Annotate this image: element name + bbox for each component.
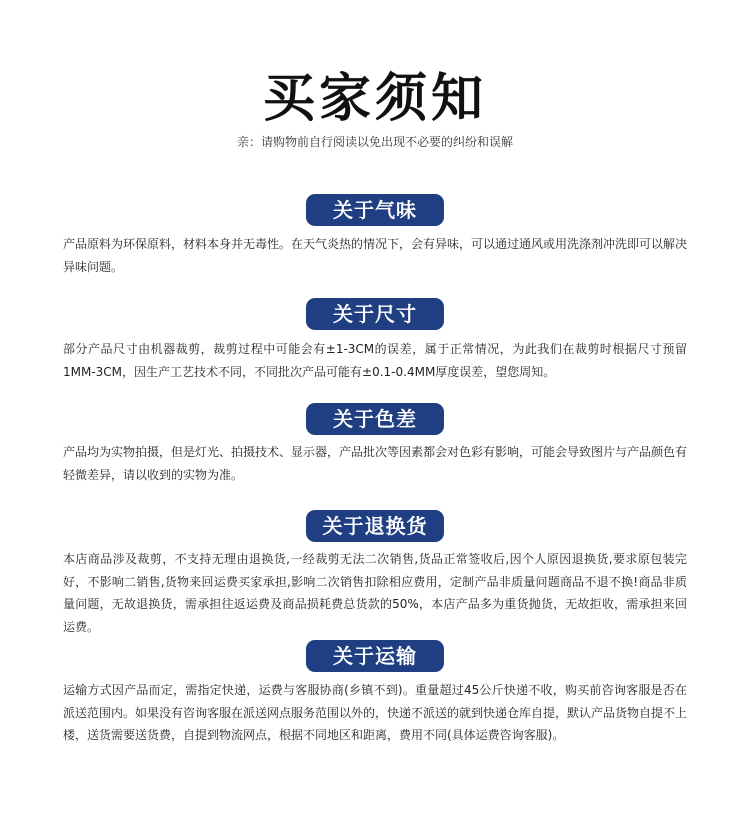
section-heading-shipping: 关于运输 — [306, 640, 444, 672]
section-text-color-difference: 产品均为实物拍摄，但是灯光、拍摄技术、显示器，产品批次等因素都会对色彩有影响，可能会导致图片与产品颜色有轻微差异，请以收到的实物为准。 — [63, 445, 688, 482]
section-heading-returns: 关于退换货 — [306, 510, 444, 542]
section-text-shipping: 运输方式因产品而定，需指定快递，运费与客服协商(乡镇不到)。重量超过45公斤快递不收，购买前咨询客服是否在派送范围内。如果没有咨询客服在派送网点服务范围以外的，快递不派送的就到快递仓库自提，默认产品货物自提不上楼，送货需要送货费，自提到物流网点，根据不同地区和距离，费用不同(具体运费咨询客服)。 — [63, 683, 688, 742]
section-heading-color-difference: 关于色差 — [306, 403, 444, 435]
section-text-returns: 本店商品涉及裁剪，不支持无理由退换货,一经裁剪无法二次销售,货品正常签收后,因个人原因退换货,要求原包装完好，不影响二销售,货物来回运费买家承担,影响二次销售扣除相应费用，定制产品非质量问题商品不退不换!商品非质量问题，无故退换货，需承担往返运费及商品损耗费总货款的50%，本店产品多为重货抛货，无故拒收，需承担来回运费。 — [63, 552, 687, 634]
page-title: 买家须知 — [262, 69, 487, 129]
section-heading-smell: 关于气味 — [306, 194, 444, 226]
section-text-smell: 产品原料为环保原料，材料本身并无毒性。在天气炎热的情况下，会有异味，可以通过通风或用洗涤剂冲洗即可以解决异味问题。 — [63, 237, 688, 274]
page-subtitle: 亲：请购物前自行阅读以免出现不必要的纠纷和误解 — [236, 135, 513, 149]
section-text-size: 部分产品尺寸由机器裁剪，裁剪过程中可能会有±1-3CM的误差，属于正常情况，为此我们在裁剪时根据尺寸预留1MM-3CM，因生产工艺技术不同，不同批次产品可能有±0.1-0.4MM厚度误差，望您周知。 — [63, 342, 687, 379]
section-heading-size: 关于尺寸 — [306, 298, 444, 330]
